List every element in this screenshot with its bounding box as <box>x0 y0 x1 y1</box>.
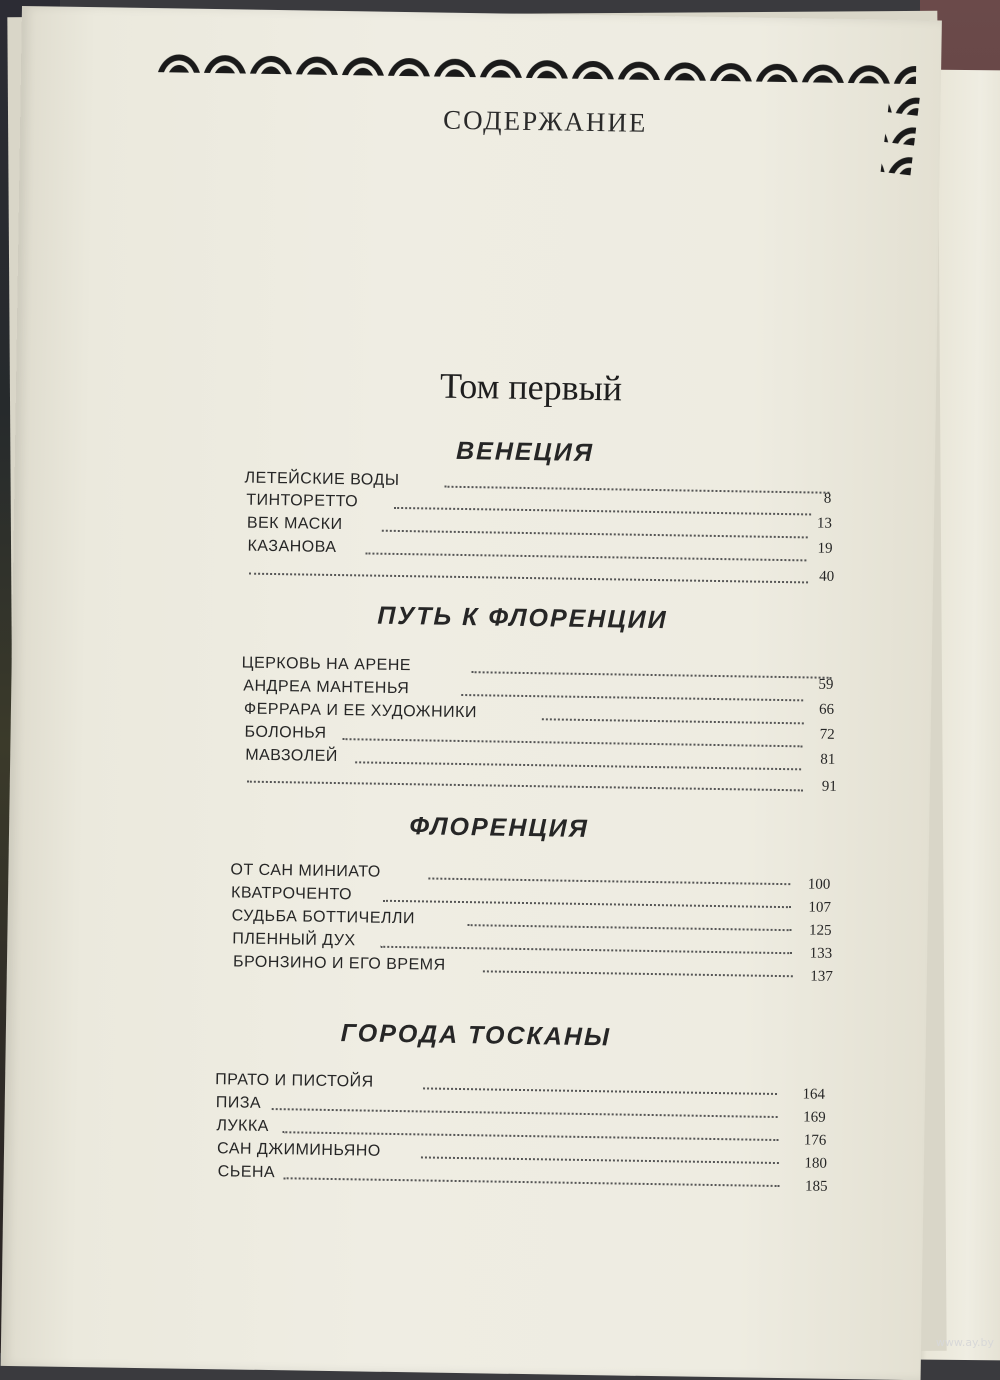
dot-leader <box>365 552 806 561</box>
page-number: 137 <box>810 968 833 985</box>
entry-title: САН ДЖИМИНЬЯНО <box>216 1140 381 1160</box>
entry-title: ФЕРРАРА И ЕЕ ХУДОЖНИКИ <box>243 700 478 722</box>
entry-title: БРОНЗИНО И ЕГО ВРЕМЯ <box>232 953 446 974</box>
entry-title: МАВЗОЛЕЙ <box>245 746 338 766</box>
dot-leader <box>428 877 790 885</box>
dot-leader <box>355 761 801 770</box>
section-title: ФЛОРЕНЦИЯ <box>409 812 590 844</box>
page-number: 107 <box>808 899 832 916</box>
entry-title: ВЕК МАСКИ <box>246 514 343 534</box>
page-number: 125 <box>808 922 832 939</box>
entry-title: ЛУККА <box>216 1117 270 1136</box>
page-number: 133 <box>809 945 833 962</box>
page-number: 91 <box>821 778 837 795</box>
dot-leader <box>542 718 804 724</box>
volume-title: Том первый <box>439 365 623 409</box>
section-title: ГОРОДА ТОСКАНЫ <box>340 1019 612 1052</box>
entry-title: ТИНТОРЕТТО <box>246 491 359 511</box>
dot-leader <box>468 924 792 931</box>
page-number: 185 <box>804 1178 828 1195</box>
dot-leader <box>423 1087 777 1095</box>
page-number: 59 <box>818 676 834 693</box>
watermark: www.ay.by <box>935 1336 994 1349</box>
dot-leader <box>421 1156 779 1164</box>
dot-leader <box>247 781 803 792</box>
entry-title: ПИЗА <box>215 1094 262 1112</box>
page-number: 72 <box>819 726 835 743</box>
entry-title: ЦЕРКОВЬ НА АРЕНЕ <box>241 654 412 675</box>
page-heading: СОДЕРЖАНИЕ <box>442 104 648 138</box>
page-number: 40 <box>819 568 835 585</box>
dot-leader <box>444 486 829 494</box>
entry-title: ЛЕТЕЙСКИЕ ВОДЫ <box>244 469 400 489</box>
entry-title: СУДЬБА БОТТИЧЕЛЛИ <box>231 907 416 928</box>
entry-title: КВАТРОЧЕНТО <box>230 884 353 904</box>
dot-leader <box>383 900 791 908</box>
entry-title: ПРАТО И ПИСТОЙЯ <box>215 1071 374 1091</box>
page-number: 164 <box>802 1086 826 1103</box>
dot-leader <box>282 1131 778 1141</box>
entry-title: БОЛОНЬЯ <box>244 723 327 742</box>
book-page <box>1 6 942 1380</box>
section-title: ВЕНЕЦИЯ <box>455 436 595 468</box>
page-number: 176 <box>803 1132 827 1149</box>
dot-leader <box>382 530 808 539</box>
dot-leader <box>272 1108 778 1118</box>
page-number: 66 <box>818 701 835 718</box>
entry-title: СЬЕНА <box>217 1163 276 1182</box>
dot-leader <box>461 694 803 701</box>
entry-title: ОТ САН МИНИАТО <box>230 861 381 881</box>
page-number: 13 <box>816 515 833 532</box>
page-number: 169 <box>803 1109 826 1126</box>
page-number: 100 <box>807 876 831 893</box>
page-number: 8 <box>823 490 832 507</box>
dot-leader <box>472 671 832 679</box>
entry-title: АНДРЕА МАНТЕНЬЯ <box>243 677 410 698</box>
page-number: 180 <box>804 1155 828 1172</box>
dot-leader <box>380 946 792 954</box>
entry-title: КАЗАНОВА <box>247 537 337 557</box>
dot-leader <box>284 1177 780 1187</box>
dot-leader <box>483 970 793 977</box>
section-title: ПУТЬ К ФЛОРЕНЦИИ <box>377 601 668 635</box>
dot-leader <box>249 573 808 584</box>
page-number: 19 <box>817 540 833 557</box>
dot-leader <box>343 738 803 747</box>
entry-title: ПЛЕННЫЙ ДУХ <box>232 930 356 950</box>
dot-leader <box>394 507 811 516</box>
page-number: 81 <box>820 751 836 768</box>
